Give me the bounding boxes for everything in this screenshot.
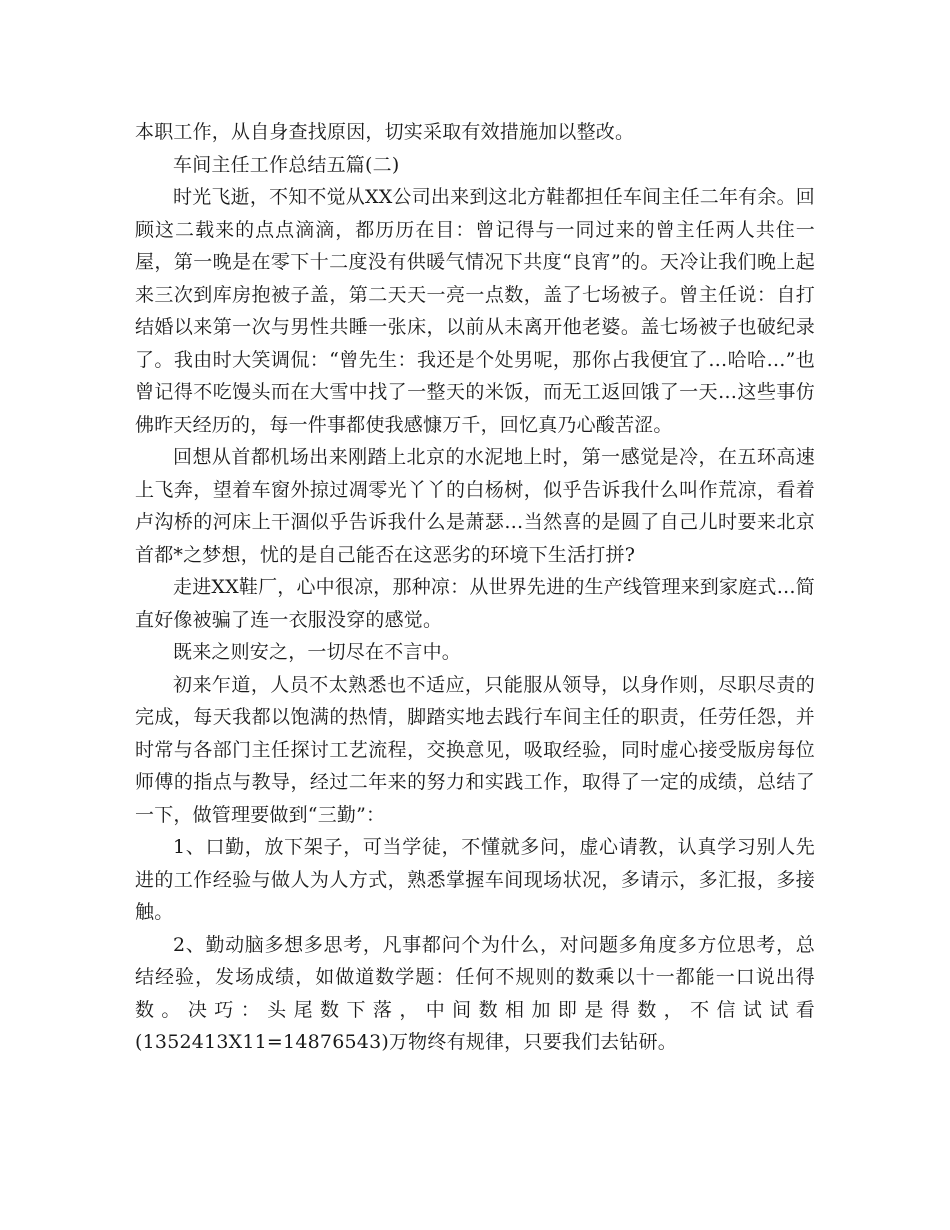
paragraph-memories: 时光飞逝，不知不觉从XX公司出来到这北方鞋都担任车间主任二年有余。回顾这二载来的点点滴滴，都历历在目：曾记得与一同过来的曾主任两人共住一屋，第一晚是在零下十二度没有供暖气情况下共度“良宵”的。天冷让我们晚上起来三次到库房抱被子盖，第二天天一亮一点数，盖了七场被子。曾主任说：自打结婚以来第一次与男性共睡一张床，以前从未离开他老婆。盖七场被子也破纪录了。我由时大笑调侃：“曾先生：我还是个处男呢，那你占我便宜了…哈哈…”也曾记得不吃馒头而在大雪中找了一整天的米饭，而无工返回饿了一天…这些事仿佛昨天经历的，每一件事都使我感慷万千，回忆真乃心酸苦涩。: [135, 186, 815, 436]
paragraph-acceptance: 既来之则安之，一切尽在不言中。: [173, 641, 462, 663]
section-heading: 车间主任工作总结五篇(二): [173, 153, 400, 176]
paragraph-continuation: 本职工作，从自身查找原因，切实采取有效措施加以整改。: [135, 121, 635, 143]
paragraph-first-days: 初来乍道，人员不太熟悉也不适应，只能服从领导，以身作则，尽职尽责的完成，每天我都以饱满的热情，脚踏实地去践行车间主任的职责，任劳任怨，并时常与各部门主任探讨工艺流程，交换意见，吸取经验，同时虚心接受版房每位师傅的指点与教导，经过二年来的努力和实践工作，取得了一定的成绩，总结了一下，做管理要做到“三勤”：: [135, 673, 815, 826]
list-item-mouth-diligence: 1、口勤，放下架子，可当学徒，不懂就多问，虚心请教，认真学习别人先进的工作经验与做人为人方式，熟悉掌握车间现场状况，多请示，多汇报，多接触。: [135, 836, 815, 923]
paragraph-arrival-beijing: 回想从首都机场出来刚踏上北京的水泥地上时，第一感觉是冷，在五环高速上飞奔，望着车窗外掠过凋零光丫丫的白杨树，似乎告诉我什么叫作荒凉，看着卢沟桥的河床上干涸似乎告诉我什么是萧瑟…当然喜的是圆了自己儿时要来北京首都*之梦想，忧的是自己能否在这恶劣的环境下生活打拼?: [135, 446, 815, 566]
paragraph-shoe-factory: 走进XX鞋厂，心中很凉，那种凉：从世界先进的生产线管理来到家庭式…简直好像被骗了连一衣服没穿的感觉。: [135, 576, 815, 631]
document-page: [135, 116, 815, 1059]
list-item-brain-diligence: 2、勤动脑多想多思考，凡事都问个为什么，对问题多角度多方位思考，总结经验，发场成绩，如做道数学题：任何不规则的数乘以十一都能一口说出得数。决巧：头尾数下落，中间数相加即是得数，不信试试看(1352413X11=14876543)万物终有规律，只要我们去钻研。: [135, 933, 815, 1053]
